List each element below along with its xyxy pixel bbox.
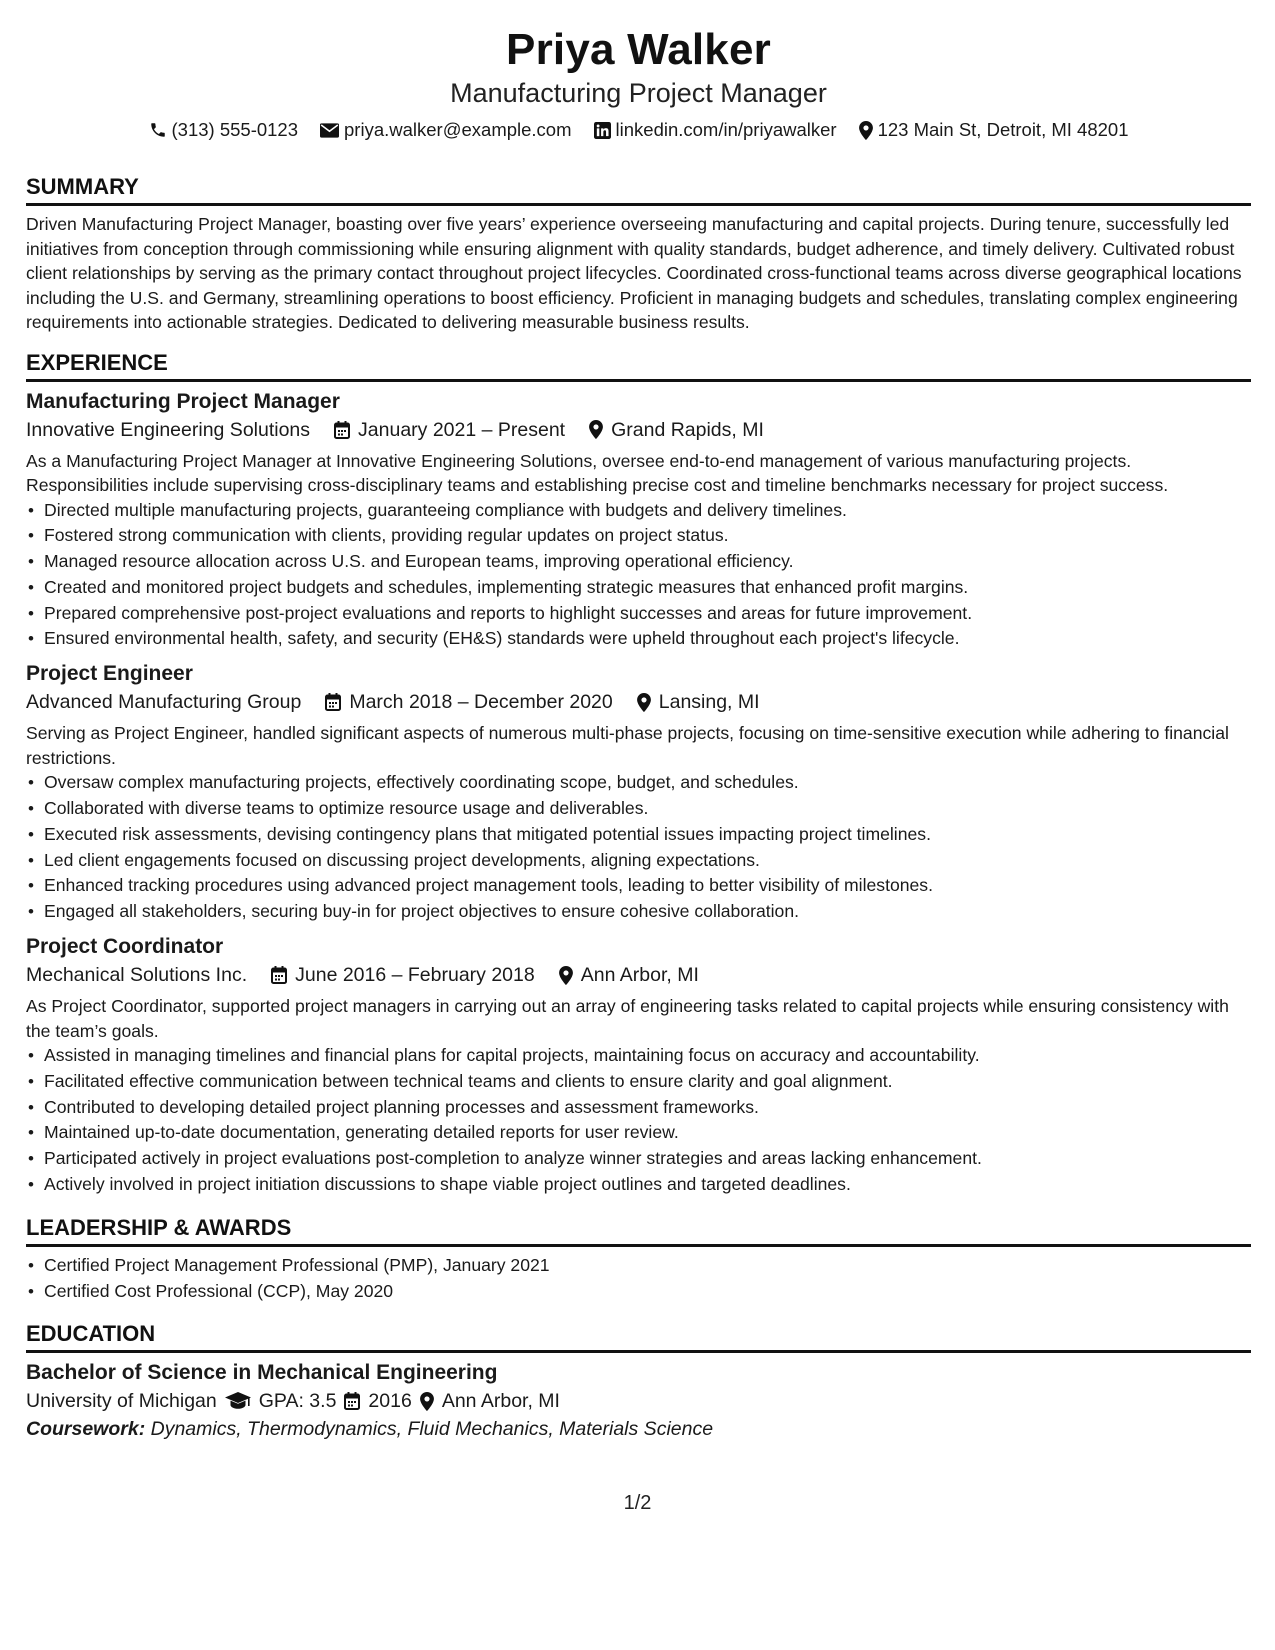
phone-icon	[149, 121, 167, 139]
bullet-item: • Participated actively in project evaluations post-completion to analyze winner strategies and areas lacking enhancement.	[26, 1146, 1251, 1172]
job-summary: Serving as Project Engineer, handled significant aspects of numerous multi-phase projects, focusing on time-sensitive execution while adhering to financial restrictions.	[26, 723, 1229, 768]
job-location: Grand Rapids, MI	[611, 418, 764, 441]
bullet-item: • Managed resource allocation across U.S. and European teams, improving operational efficiency.	[26, 549, 1251, 575]
calendar-icon	[271, 966, 287, 984]
job-company: Advanced Manufacturing Group	[26, 691, 302, 714]
job-meta	[26, 416, 1251, 444]
contact-phone[interactable]	[149, 117, 299, 143]
awards-list	[26, 1253, 1251, 1305]
job-company: Mechanical Solutions Inc.	[26, 964, 248, 987]
job-title: Project Coordinator	[26, 935, 224, 959]
summary-text: Driven Manufacturing Project Manager, boasting over five years’ experience overseeing manufacturing and capital projects. During tenure, successfully led initiatives from conception through commissioning while ensuring alignment with quality standards, budget adherence, and timely delivery. Cultivated robust client relationships by serving as the primary contact throughout project lifecycles. Coordinated cross-functional teams across diverse geographical locations including the U.S. and Germany, streamlining operations to boost efficiency. Proficient in managing budgets and schedules, translating complex engineering requirements into actionable strategies. Dedicated to delivering measurable business results.	[26, 214, 1242, 332]
linkedin-text: linkedin.com/in/priyawalker	[615, 119, 837, 140]
coursework-line	[26, 1415, 1251, 1443]
degree-title: Bachelor of Science in Mechanical Engineering	[26, 1361, 498, 1385]
contact-row	[26, 117, 1251, 143]
bullet-item: • Maintained up-to-date documentation, generating detailed reports for user review.	[26, 1120, 1251, 1146]
job-summary: As Project Coordinator, supported project managers in carrying out an array of engineering tasks related to capital projects while ensuring consistency with the team’s goals.	[26, 996, 1229, 1041]
phone-text: (313) 555-0123	[171, 119, 299, 140]
bullet-item: • Executed risk assessments, devising contingency plans that mitigated potential issues impacting project timelines.	[26, 822, 1251, 848]
page-number: 1/2	[623, 1492, 652, 1514]
education-location: Ann Arbor, MI	[441, 1390, 560, 1413]
bullet-item: • Facilitated effective communication between technical teams and clients to ensure clarity and goal alignment.	[26, 1069, 1251, 1095]
job-bullets	[26, 1043, 1251, 1198]
contact-linkedin[interactable]	[594, 117, 837, 143]
job-bullets	[26, 498, 1251, 653]
envelope-icon	[320, 123, 339, 138]
map-pin-icon	[859, 121, 873, 140]
job-dates: June 2016 – February 2018	[295, 964, 535, 987]
job-location: Ann Arbor, MI	[580, 964, 699, 987]
bullet-item: • Led client engagements focused on discussing project developments, aligning expectations.	[26, 848, 1251, 874]
bullet-item: • Created and monitored project budgets and schedules, implementing strategic measures that enhanced profit margins.	[26, 575, 1251, 601]
bullet-item: • Oversaw complex manufacturing projects, effectively coordinating scope, budget, and schedules.	[26, 770, 1251, 796]
calendar-icon	[344, 1392, 360, 1410]
bullet-item: • Collaborated with diverse teams to optimize resource usage and deliverables.	[26, 796, 1251, 822]
awards-heading: LEADERSHIP & AWARDS	[26, 1214, 1251, 1247]
bullet-item: • Prepared comprehensive post-project evaluations and reports to highlight successes and areas for future improvement.	[26, 601, 1251, 627]
job-title: Manufacturing Project Manager	[26, 389, 340, 413]
award-item: • Certified Project Management Professional (PMP), January 2021	[26, 1253, 1251, 1279]
job-dates: January 2021 – Present	[358, 418, 566, 441]
bullet-item: • Directed multiple manufacturing projects, guaranteeing compliance with budgets and delivery timelines.	[26, 498, 1251, 524]
job-entry	[26, 388, 1251, 653]
bullet-item: • Ensured environmental health, safety, and security (EH&S) standards were upheld throughout each project's lifecycle.	[26, 626, 1251, 652]
bullet-item: • Engaged all stakeholders, securing buy-in for project objectives to ensure cohesive collaboration.	[26, 899, 1251, 925]
job-dates: March 2018 – December 2020	[349, 691, 613, 714]
map-pin-icon	[420, 1392, 434, 1411]
email-text: priya.walker@example.com	[344, 119, 572, 140]
awards-section	[26, 1214, 1251, 1305]
award-item: • Certified Cost Professional (CCP), May 2020	[26, 1279, 1251, 1305]
summary-heading: SUMMARY	[26, 173, 1251, 206]
bullet-item: • Assisted in managing timelines and financial plans for capital projects, maintaining focus on accuracy and accountability.	[26, 1043, 1251, 1069]
experience-section	[26, 349, 1251, 1198]
candidate-name: Priya Walker	[506, 25, 771, 74]
education-heading: EDUCATION	[26, 1320, 1251, 1353]
bullet-item: • Enhanced tracking procedures using advanced project management tools, leading to better visibility of milestones.	[26, 873, 1251, 899]
coursework-label: Coursework:	[26, 1418, 146, 1441]
job-bullets	[26, 770, 1251, 925]
job-meta	[26, 688, 1251, 716]
address-text: 123 Main St, Detroit, MI 48201	[877, 119, 1129, 140]
candidate-title: Manufacturing Project Manager	[450, 78, 827, 108]
education-section	[26, 1320, 1251, 1443]
gpa-text: GPA: 3.5	[258, 1390, 337, 1413]
contact-address	[859, 117, 1129, 143]
bullet-item: • Fostered strong communication with clients, providing regular updates on project status.	[26, 523, 1251, 549]
graduation-year: 2016	[368, 1390, 412, 1413]
bullet-item: • Actively involved in project initiation discussions to shape viable project outlines and targeted deadlines.	[26, 1172, 1251, 1198]
job-entry	[26, 933, 1251, 1198]
job-title: Project Engineer	[26, 662, 193, 686]
job-entry	[26, 660, 1251, 925]
graduation-cap-icon	[225, 1392, 251, 1410]
resume-page	[26, 0, 1251, 1443]
job-company: Innovative Engineering Solutions	[26, 418, 311, 441]
calendar-icon	[334, 421, 350, 439]
resume-header	[26, 0, 1251, 143]
bullet-item: • Contributed to developing detailed project planning processes and assessment frameworks.	[26, 1095, 1251, 1121]
education-meta	[26, 1387, 1251, 1415]
map-pin-icon	[637, 693, 651, 712]
coursework-text: Dynamics, Thermodynamics, Fluid Mechanics, Materials Science	[150, 1418, 714, 1441]
job-summary: As a Manufacturing Project Manager at Innovative Engineering Solutions, oversee end-to-end management of various manufacturing projects. Responsibilities include supervising cross-disciplinary teams and establishing precise cost and timeline benchmarks necessary for project success.	[26, 450, 1169, 495]
school-name: University of Michigan	[26, 1390, 217, 1413]
linkedin-icon	[594, 122, 611, 139]
summary-section	[26, 173, 1251, 335]
map-pin-icon	[559, 966, 573, 985]
calendar-icon	[325, 693, 341, 711]
job-location: Lansing, MI	[658, 691, 760, 714]
experience-heading: EXPERIENCE	[26, 349, 1251, 382]
contact-email[interactable]	[320, 117, 572, 143]
job-meta	[26, 961, 1251, 989]
map-pin-icon	[589, 420, 603, 439]
